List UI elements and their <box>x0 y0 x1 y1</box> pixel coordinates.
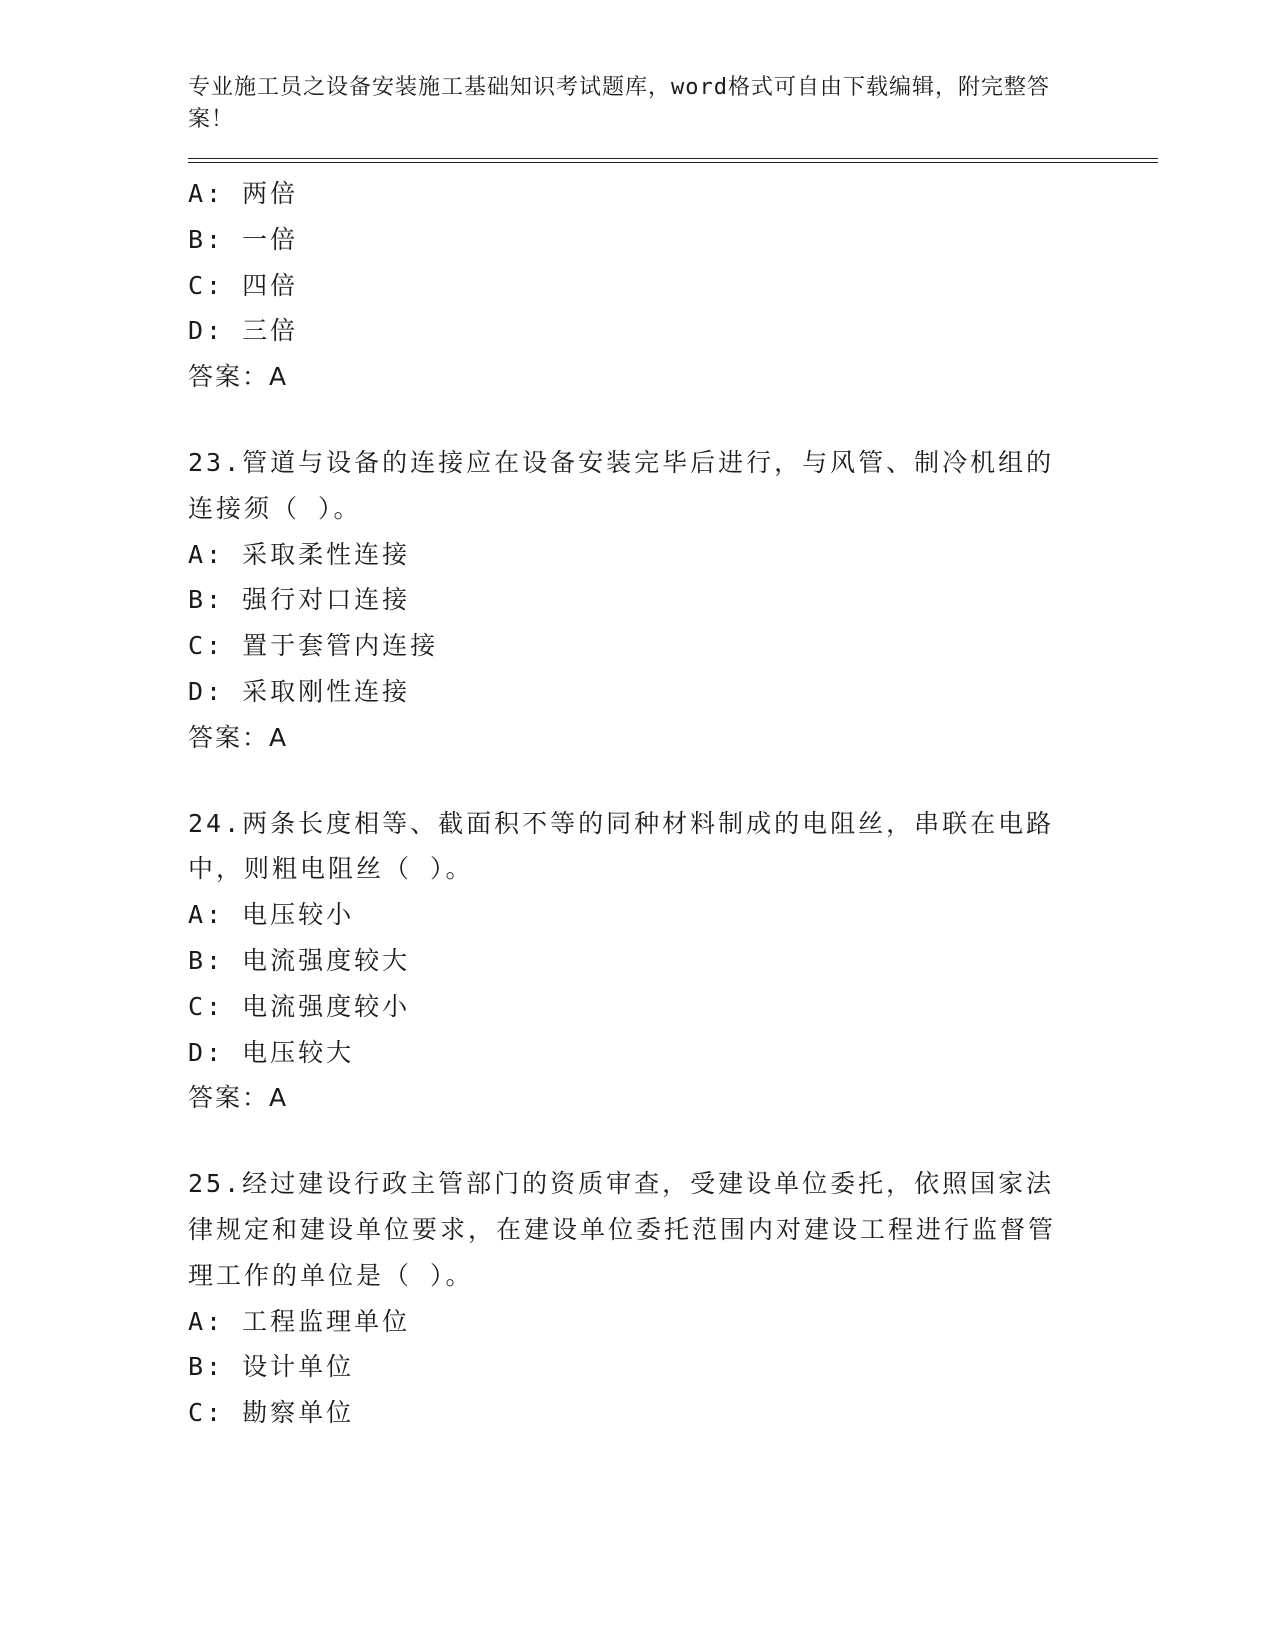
answer-line: 答案：A <box>188 362 289 392</box>
option-d: D: 三倍 <box>188 316 299 346</box>
question-list <box>188 171 1148 1436</box>
header-divider <box>188 158 1158 163</box>
option-a: A: 电压较小 <box>188 900 355 930</box>
option-b: B: 电流强度较大 <box>188 945 411 975</box>
question-22-block <box>188 171 1148 400</box>
answer-line: 答案：A <box>188 722 289 752</box>
question-text: 25.经过建设行政主管部门的资质审查，受建设单位委托，依照国家法律规定和建设单位要求，在建设单位委托范围内对建设工程进行监督管理工作的单位是（ ）。 <box>188 1169 1057 1290</box>
option-b: B: 强行对口连接 <box>188 585 411 615</box>
option-b: B: 设计单位 <box>188 1352 355 1382</box>
question-25-block <box>188 1161 1148 1436</box>
option-a: A: 两倍 <box>188 179 299 208</box>
option-d: D: 电压较大 <box>188 1037 355 1067</box>
answer-line: 答案：A <box>188 1083 289 1113</box>
option-d: D: 采取刚性连接 <box>188 676 411 706</box>
document-header: 专业施工员之设备安装施工基础知识考试题库，word格式可自由下载编辑，附完整答案！ <box>188 75 1050 132</box>
option-c: C: 置于套管内连接 <box>188 631 439 661</box>
question-23-block <box>188 440 1148 761</box>
document-page <box>188 72 1148 1436</box>
option-c: C: 电流强度较小 <box>188 991 411 1021</box>
question-text: 23.管道与设备的连接应在设备安装完毕后进行，与风管、制冷机组的连接须（ ）。 <box>188 447 1055 523</box>
option-c: C: 四倍 <box>188 270 299 300</box>
question-text: 24.两条长度相等、截面积不等的同种材料制成的电阻丝，串联在电路中，则粗电阻丝（ ）。 <box>188 808 1055 884</box>
option-a: A: 工程监理单位 <box>188 1306 411 1336</box>
question-24-block <box>188 801 1148 1122</box>
option-b: B: 一倍 <box>188 224 299 254</box>
option-c: C: 勘察单位 <box>188 1398 355 1428</box>
option-a: A: 采取柔性连接 <box>188 539 411 569</box>
